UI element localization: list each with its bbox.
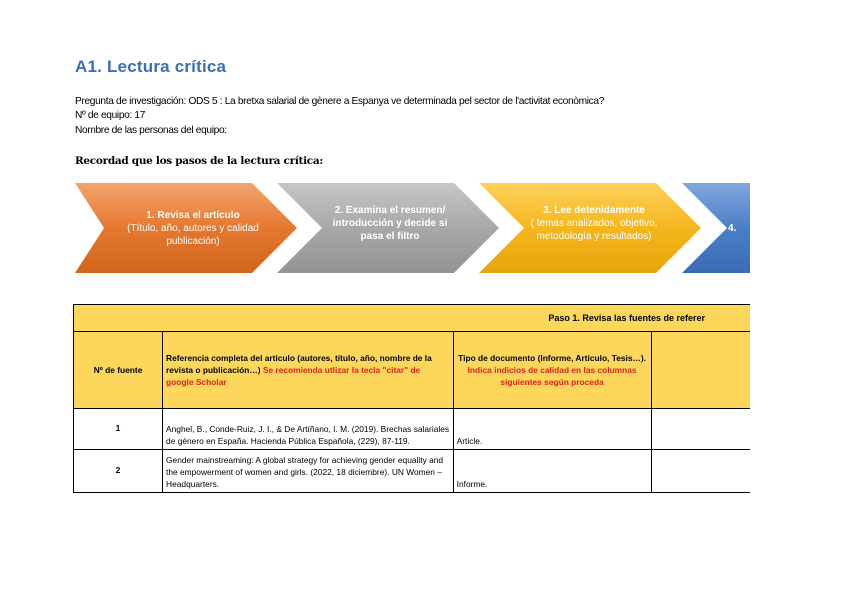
row-1-number[interactable]: 1 bbox=[74, 409, 163, 450]
row-2-number[interactable]: 2 bbox=[74, 450, 163, 493]
header-document-type: Tipo de documento (Informe, Artículo, Tesis…). Indica indicios de calidad en las columnas siguientes según proceda bbox=[453, 332, 651, 409]
row-2-type[interactable]: Informe. bbox=[453, 450, 651, 493]
step-4-label: 4. bbox=[728, 222, 737, 234]
header-document-type-note: Indica indicios de calidad en las columnas siguientes según proceda bbox=[467, 365, 637, 387]
header-extra bbox=[651, 332, 750, 409]
research-question-label: Pregunta de investigación: bbox=[75, 96, 186, 107]
page-title: A1. Lectura crítica bbox=[75, 57, 227, 76]
table-row bbox=[74, 409, 751, 450]
step-3-label: 3. Lee detenidamente ( temas analizados, objetivo, metodología y resultados) bbox=[530, 204, 658, 242]
row-1-extra[interactable] bbox=[651, 409, 750, 450]
header-reference-note: Se recomienda utlizar la tecla "citar" de google Scholar bbox=[166, 365, 421, 387]
row-1-type[interactable]: Article. bbox=[453, 409, 651, 450]
table-row bbox=[74, 450, 751, 493]
team-members: Nombre de las personas del equipo: bbox=[75, 125, 227, 136]
step-1-label: 1. Revisa el artículo (Título, año, autores y calidad publicación) bbox=[127, 209, 259, 247]
row-2-reference[interactable]: Gender mainstreaming: A global strategy for achieving gender equality and the empowerment of women and girls. (2022, 18 diciembre). UN Women – Headquarters. bbox=[163, 450, 454, 493]
steps-reminder: Recordad que los pasos de la lectura crítica: bbox=[75, 155, 323, 167]
step-2-label: 2. Examina el resumen/ introducción y decide si pasa el filtro bbox=[332, 204, 448, 242]
row-2-extra[interactable] bbox=[651, 450, 750, 493]
research-question-text: ODS 5 : La bretxa salarial de gènere a Espanya ve determinada pel sector de l'activitat econòmica? bbox=[188, 96, 605, 107]
sources-table bbox=[73, 304, 750, 493]
header-source-number: Nº de fuente bbox=[74, 332, 163, 409]
table-banner: Paso 1. Revisa las fuentes de referer bbox=[74, 305, 751, 332]
header-reference: Referencia completa del artículo (autores, título, año, nombre de la revista o publicación…) Se recomienda utlizar la tecla "citar" de google Scholar bbox=[163, 332, 454, 409]
team-number: Nº de equipo: 17 bbox=[75, 110, 146, 121]
row-1-reference[interactable]: Anghel, B., Conde-Ruiz, J. I., & De Artíñano, I. M. (2019). Brechas salariales de género en España. Hacienda Pública Española, (229), 87-119. bbox=[163, 409, 454, 450]
